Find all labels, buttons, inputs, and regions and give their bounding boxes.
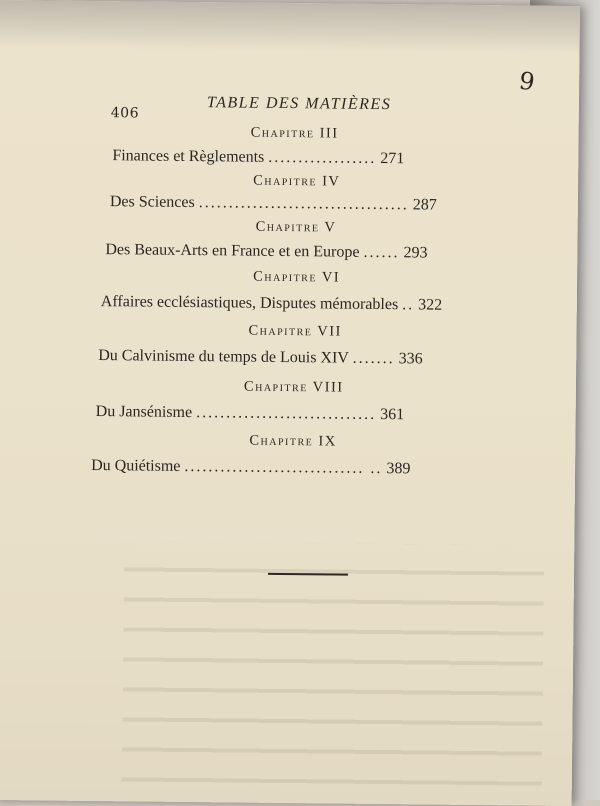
toc-entry — [96, 403, 405, 424]
leader-dots: .............................. — [196, 404, 377, 423]
leader-dots: ....... — [352, 349, 395, 368]
entry-title: Finances et Règlements — [112, 147, 265, 166]
toc-entry — [105, 241, 427, 262]
toc-entry — [98, 347, 423, 368]
handwritten-mark: 9 — [517, 66, 537, 97]
chapter-heading: Chapitre VIII — [243, 378, 344, 396]
leader-dots: .............................. .. — [184, 457, 383, 478]
toc-entry — [101, 293, 443, 315]
entry-page: 336 — [398, 350, 423, 368]
entry-page: 271 — [380, 149, 405, 168]
chapter-heading: Chapitre IX — [249, 432, 337, 450]
page-number: 406 — [110, 105, 140, 122]
leader-dots: ................................... — [198, 194, 409, 214]
entry-title: Du Quiétisme — [91, 456, 181, 475]
entry-page: 287 — [412, 196, 437, 214]
toc-entry — [91, 457, 410, 478]
entry-title: Du Calvinisme du temps de Louis XIV — [98, 347, 349, 367]
chapter-heading: Chapitre VI — [253, 268, 341, 286]
leader-dots: .................. — [268, 148, 377, 167]
entry-title: Du Jansénisme — [95, 403, 193, 422]
leader-dots: ...... — [363, 243, 400, 262]
entry-page: 293 — [403, 244, 428, 262]
chapter-heading: Chapitre IV — [253, 172, 341, 190]
chapter-heading: Chapitre V — [255, 218, 337, 236]
page-shadow — [0, 0, 580, 54]
page-header — [111, 93, 531, 123]
entry-title: Des Sciences — [109, 193, 195, 212]
leader-dots: .. — [402, 296, 415, 314]
entry-page: 322 — [418, 296, 443, 314]
running-title: TABLE DES MATIÈRES — [206, 94, 392, 114]
chapter-heading: Chapitre III — [250, 124, 339, 142]
toc-entry — [110, 193, 437, 214]
chapter-heading: Chapitre VII — [248, 322, 343, 340]
toc-entry — [112, 147, 404, 168]
entry-title: Affaires ecclésiastiques, Disputes mémorables — [100, 293, 399, 314]
entry-title: Des Beaux-Arts en France et en Europe — [105, 241, 360, 261]
show-through-text — [122, 541, 544, 785]
entry-page: 389 — [386, 460, 411, 478]
entry-page: 361 — [380, 406, 405, 424]
